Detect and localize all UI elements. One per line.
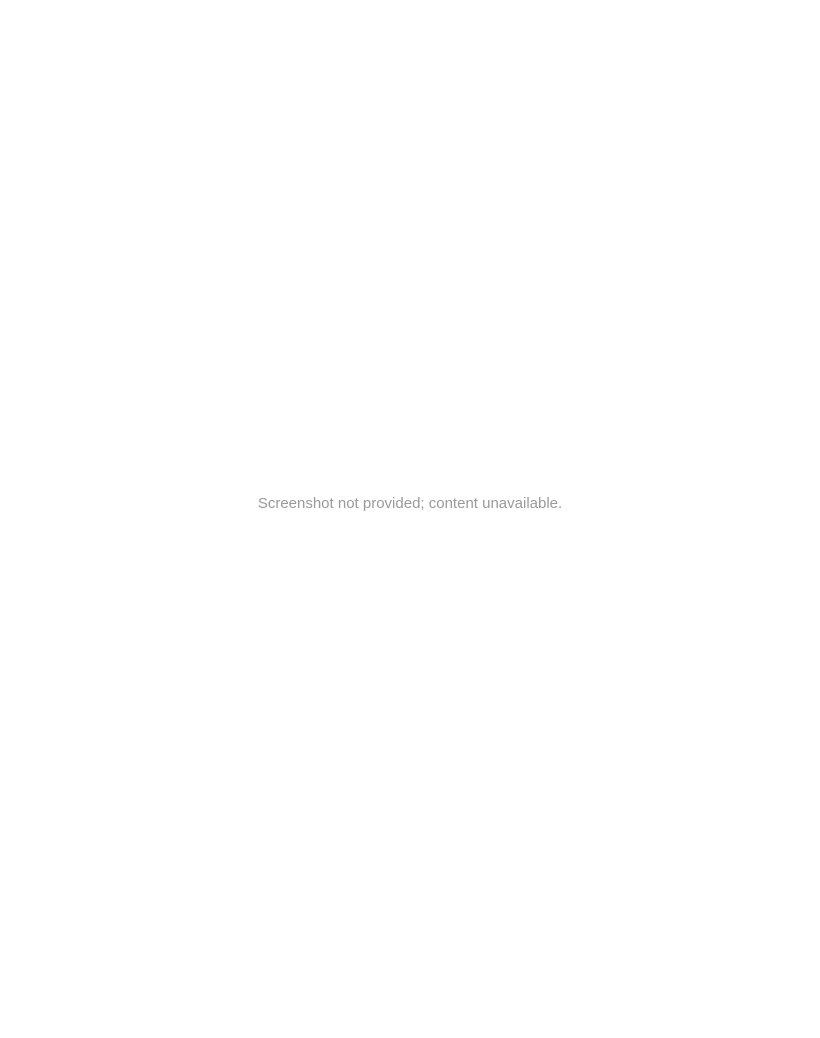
- empty-state-note: Screenshot not provided; content unavailable.: [257, 495, 563, 512]
